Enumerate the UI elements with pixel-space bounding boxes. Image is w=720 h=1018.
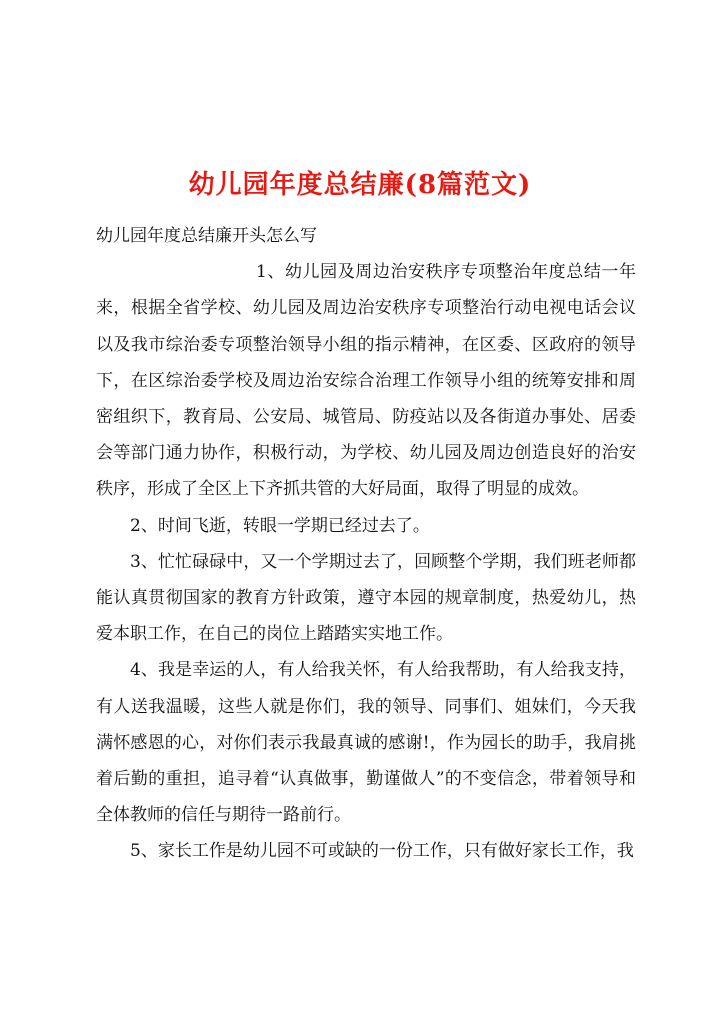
paragraph-1: 1、幼儿园及周边治安秩序专项整治年度总结一年来，根据全省学校、幼儿园及周边治安秩序专项整治行动电视电话会议以及我市综治委专项整治领导小组的指示精神，在区委、区政府的领导下，在区综治委学校及周边治安综合治理工作领导小组的统筹安排和周密组织下，教育局、公安局、城管局、防疫站以及各街道办事处、居委会等部门通力协作，积极行动，为学校、幼儿园及周边创造良好的治安秩序，形成了全区上下齐抓共管的大好局面，取得了明显的成效。 — [96, 262, 636, 500]
paragraph-4: 4、我是幸运的人，有人给我关怀，有人给我帮助，有人给我支持，有人送我温暖，这些人就是你们，我的领导、同事们、姐妹们，今天我满怀感恩的心，对你们表示我最真诚的感谢!，作为园长的助手，我肩挑着后勤的重担，追寻着“认真做事，勤谨做人”的不变信念，带着领导和全体教师的信任与期待一路前行。 — [96, 660, 636, 826]
document-body — [96, 218, 636, 870]
document-title: 幼儿园年度总结廉(8篇范文) — [188, 170, 532, 201]
paragraph-3: 3、忙忙碌碌中，又一个学期过去了，回顾整个学期，我们班老师都能认真贯彻国家的教育方针政策，遵守本园的规章制度，热爱幼儿，热爱本职工作，在自己的岗位上踏踏实实地工作。 — [96, 551, 636, 645]
paragraph-5: 5、家长工作是幼儿园不可或缺的一份工作，只有做好家长工作，我 — [130, 841, 634, 862]
subheading: 幼儿园年度总结廉开头怎么写 — [96, 226, 317, 246]
paragraph-2: 2、时间飞逝，转眼一学期已经过去了。 — [130, 515, 430, 536]
